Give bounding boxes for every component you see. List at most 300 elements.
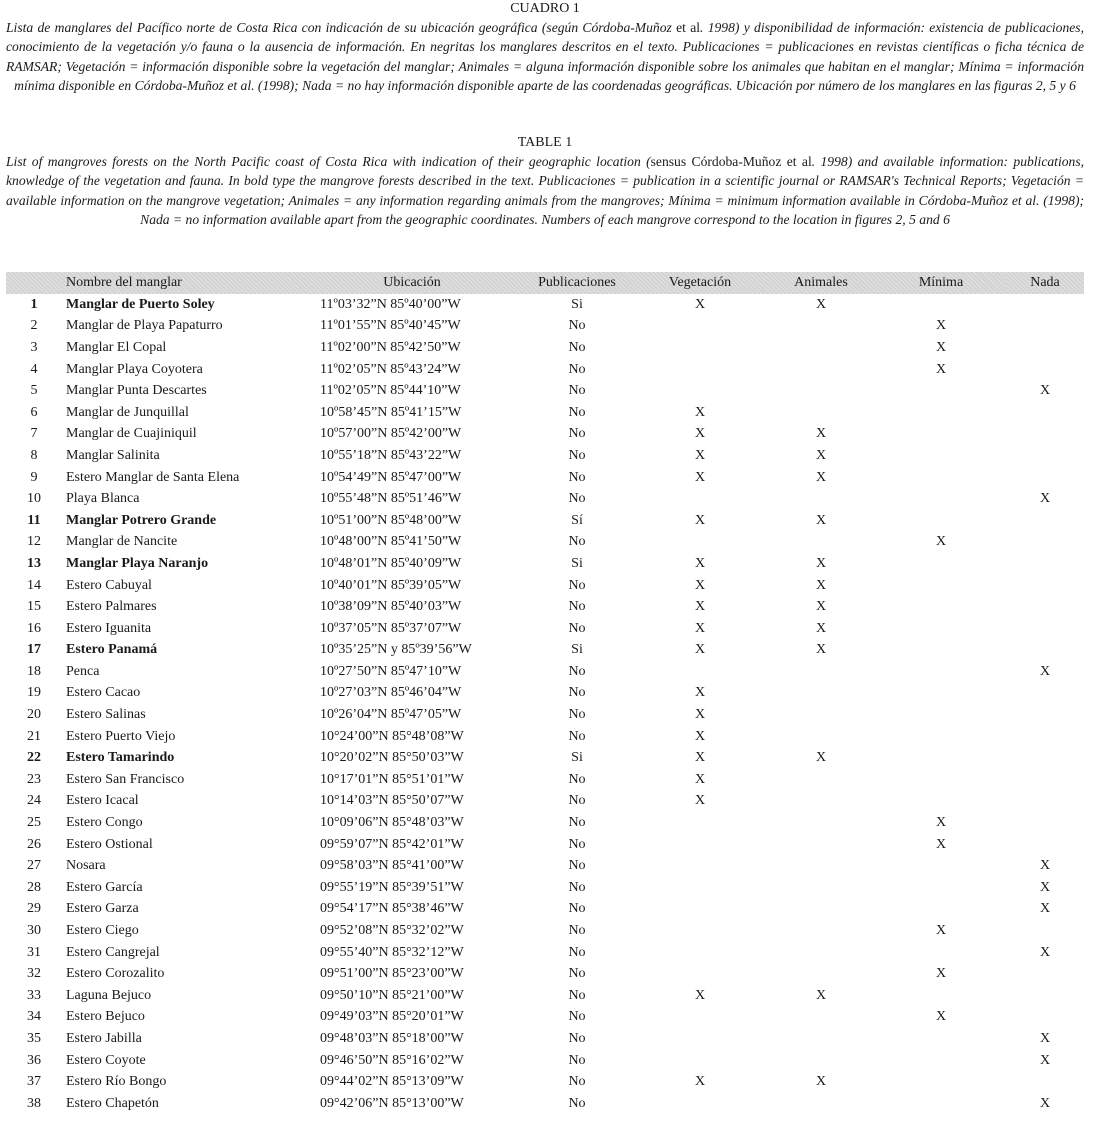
row-number: 21 <box>27 728 41 744</box>
row-nothing <box>1006 337 1084 359</box>
table-row <box>6 467 1084 489</box>
row-vegetation: X <box>694 642 706 658</box>
row-location <box>304 316 520 338</box>
row-animals <box>766 380 876 402</box>
row-animals <box>766 402 876 424</box>
row-minimum <box>876 424 1006 446</box>
row-nothing: X <box>1039 1030 1051 1046</box>
header-location: Ubicación <box>304 272 520 294</box>
row-location-text: 11º01’55”N 85º40’45”W <box>320 318 461 334</box>
row-location <box>304 985 520 1007</box>
row-name: Estero Salinas <box>66 707 146 723</box>
row-publications: No <box>568 879 586 895</box>
row-name: Nosara <box>66 858 106 874</box>
row-location <box>304 1071 520 1093</box>
header-publications: Publicaciones <box>520 272 634 294</box>
row-number: 7 <box>30 426 38 442</box>
row-animals: X <box>815 426 827 442</box>
row-location <box>304 575 520 597</box>
row-number: 26 <box>27 836 41 852</box>
row-minimum <box>876 855 1006 877</box>
row-location-text: 09°50’10”N 85°21’00”W <box>320 987 464 1003</box>
row-publications: No <box>568 987 586 1003</box>
row-minimum: X <box>935 836 947 852</box>
row-location-text: 09°51’00”N 85°23’00”W <box>320 966 464 982</box>
row-number: 10 <box>27 491 41 507</box>
row-publications: No <box>568 1095 586 1111</box>
row-animals <box>766 877 876 899</box>
row-number: 27 <box>27 858 41 874</box>
row-name: Estero Corozalito <box>66 966 165 982</box>
row-vegetation: X <box>694 469 706 485</box>
row-location-text: 11º02’00”N 85º42’50”W <box>320 339 461 355</box>
row-location-text: 09°49’03”N 85°20’01”W <box>320 1009 464 1025</box>
row-publications: No <box>568 966 586 982</box>
row-number: 6 <box>30 404 38 420</box>
row-location-text: 09°58’03”N 85°41’00”W <box>320 858 464 874</box>
row-nothing: X <box>1039 1095 1051 1111</box>
row-location <box>304 640 520 662</box>
row-publications: No <box>568 728 586 744</box>
row-name: Manglar de Nancite <box>66 534 178 550</box>
row-publications: No <box>568 663 586 679</box>
row-location <box>304 661 520 683</box>
table-row <box>6 640 1084 662</box>
row-location-text: 09°52’08”N 85°32’02”W <box>320 923 464 939</box>
row-publications: No <box>568 426 586 442</box>
row-vegetation <box>634 942 766 964</box>
row-minimum: X <box>935 361 947 377</box>
row-publications: Si <box>571 296 583 312</box>
row-location-text: 09°59’07”N 85°42’01”W <box>320 836 464 852</box>
row-location-text: 10º48’01”N 85º40’09”W <box>320 555 462 571</box>
row-animals: X <box>815 469 827 485</box>
row-location <box>304 488 520 510</box>
row-nothing <box>1006 683 1084 705</box>
row-name: Estero Panamá <box>66 642 158 658</box>
row-nothing <box>1006 769 1084 791</box>
row-name: Penca <box>66 663 100 679</box>
row-publications: No <box>568 620 586 636</box>
table-row <box>6 877 1084 899</box>
row-vegetation: X <box>694 707 706 723</box>
row-location <box>304 812 520 834</box>
row-location-text: 11º02’05”N 85º43’24”W <box>320 361 461 377</box>
row-publications: No <box>568 901 586 917</box>
row-minimum <box>876 445 1006 467</box>
row-number: 9 <box>30 469 38 485</box>
row-location-text: 09°46’50”N 85°16’02”W <box>320 1052 464 1068</box>
row-nothing <box>1006 359 1084 381</box>
row-location-text: 09°42’06”N 85°13’00”W <box>320 1095 464 1111</box>
table-row <box>6 316 1084 338</box>
table-row <box>6 337 1084 359</box>
row-vegetation <box>634 899 766 921</box>
row-vegetation <box>634 963 766 985</box>
row-vegetation <box>634 877 766 899</box>
row-animals <box>766 791 876 813</box>
row-nothing <box>1006 747 1084 769</box>
caption-spanish <box>6 0 1084 95</box>
row-nothing <box>1006 532 1084 554</box>
row-vegetation <box>634 1050 766 1072</box>
row-nothing <box>1006 812 1084 834</box>
row-number: 12 <box>27 534 41 550</box>
row-location-text: 09°54’17”N 85°38’46”W <box>320 901 464 917</box>
row-vegetation <box>634 920 766 942</box>
row-minimum <box>876 942 1006 964</box>
row-name: Laguna Bejuco <box>66 987 152 1003</box>
row-minimum <box>876 1050 1006 1072</box>
row-vegetation: X <box>694 1074 706 1090</box>
row-number: 13 <box>27 555 41 571</box>
table-row <box>6 855 1084 877</box>
row-location <box>304 1093 520 1115</box>
row-location-text: 10º27’03”N 85º46’04”W <box>320 685 462 701</box>
row-location-text: 09°55’19”N 85°39’51”W <box>320 879 464 895</box>
row-vegetation: X <box>694 577 706 593</box>
row-name: Estero Ciego <box>66 923 139 939</box>
row-publications: No <box>568 793 586 809</box>
row-publications: Sí <box>571 512 583 528</box>
row-name: Estero San Francisco <box>66 771 185 787</box>
row-nothing: X <box>1039 944 1051 960</box>
row-location-text: 10º37’05”N 85º37’07”W <box>320 620 462 636</box>
row-name: Estero Jabilla <box>66 1030 142 1046</box>
row-name: Estero Río Bongo <box>66 1074 167 1090</box>
row-location <box>304 359 520 381</box>
caption-english <box>6 134 1084 229</box>
row-nothing <box>1006 316 1084 338</box>
row-location <box>304 769 520 791</box>
row-vegetation <box>634 812 766 834</box>
row-vegetation: X <box>694 512 706 528</box>
row-minimum: X <box>935 966 947 982</box>
row-location <box>304 683 520 705</box>
row-animals <box>766 359 876 381</box>
row-name: Manglar de Cuajiniquil <box>66 426 197 442</box>
table-row <box>6 747 1084 769</box>
row-nothing: X <box>1039 879 1051 895</box>
row-minimum <box>876 294 1006 316</box>
row-publications: No <box>568 361 586 377</box>
row-publications: No <box>568 447 586 463</box>
row-vegetation: X <box>694 728 706 744</box>
row-name: Manglar Punta Descartes <box>66 383 207 399</box>
row-animals <box>766 1007 876 1029</box>
row-vegetation <box>634 661 766 683</box>
row-minimum <box>876 640 1006 662</box>
row-publications: No <box>568 599 586 615</box>
row-location <box>304 942 520 964</box>
row-number: 24 <box>27 793 41 809</box>
row-location-text: 11º02’05”N 85º44’10”W <box>320 383 461 399</box>
table-row <box>6 380 1084 402</box>
row-minimum <box>876 596 1006 618</box>
row-vegetation <box>634 359 766 381</box>
row-nothing <box>1006 467 1084 489</box>
row-number: 3 <box>30 339 38 355</box>
row-publications: No <box>568 534 586 550</box>
row-vegetation <box>634 380 766 402</box>
row-animals <box>766 661 876 683</box>
caption-text-en <box>6 152 1084 229</box>
table-row <box>6 704 1084 726</box>
row-animals <box>766 1050 876 1072</box>
header-nothing: Nada <box>1006 272 1084 294</box>
row-animals <box>766 920 876 942</box>
row-location-text: 10º57’00”N 85º42’00”W <box>320 426 462 442</box>
row-animals: X <box>815 987 827 1003</box>
row-publications: No <box>568 1052 586 1068</box>
row-nothing: X <box>1039 491 1051 507</box>
row-animals: X <box>815 642 827 658</box>
row-location <box>304 553 520 575</box>
row-number: 37 <box>27 1074 41 1090</box>
row-location <box>304 380 520 402</box>
row-number: 1 <box>30 296 38 312</box>
row-name: Estero Ostional <box>66 836 153 852</box>
row-animals <box>766 963 876 985</box>
table-row <box>6 899 1084 921</box>
caption-es-part2: . 1998) y disponibilidad de información: existencia de publicaciones, conocimiento de la vegetación y/o fauna o la ausencia de información. En negritas los manglares descritos en el texto. Publicaciones = publicaciones en revistas científicas o ficha técnica de RAMSAR; Vegetación = información disponible sobre la vegetación del manglar; Animales = alguna información disponible sobre los animales que habitan en el manglar; Mínima = información mínima disponible en Córdoba-Muñoz et al. (1998); Nada = no hay información disponible aparte de las coordenadas geográficas. Ubicación por número de los manglares en las figuras 2, 5 y 6 <box>6 20 1084 93</box>
row-name: Manglar Playa Coyotera <box>66 361 203 377</box>
row-number: 31 <box>27 944 41 960</box>
row-number: 23 <box>27 771 41 787</box>
row-location-text: 10°09’06”N 85°48’03”W <box>320 815 464 831</box>
row-vegetation <box>634 834 766 856</box>
row-number: 11 <box>27 512 41 528</box>
row-animals <box>766 1093 876 1115</box>
row-nothing <box>1006 640 1084 662</box>
row-animals <box>766 337 876 359</box>
row-nothing <box>1006 596 1084 618</box>
row-number: 5 <box>30 383 38 399</box>
row-location-text: 10º27’50”N 85º47’10”W <box>320 663 462 679</box>
caption-en-sensus: sensus Córdoba-Muñoz <box>650 154 782 169</box>
row-animals <box>766 899 876 921</box>
row-publications: No <box>568 685 586 701</box>
header-animals: Animales <box>766 272 876 294</box>
table-row <box>6 359 1084 381</box>
row-location-text: 11º03’32”N 85º40’00”W <box>320 296 461 312</box>
row-location <box>304 402 520 424</box>
row-nothing <box>1006 726 1084 748</box>
table-body <box>6 294 1084 1115</box>
row-nothing: X <box>1039 1052 1051 1068</box>
row-name: Estero Icacal <box>66 793 139 809</box>
row-name: Estero Cangrejal <box>66 944 160 960</box>
row-location-text: 09°44’02”N 85°13’09”W <box>320 1074 464 1090</box>
row-location-text: 10°20’02”N 85°50’03”W <box>320 750 464 766</box>
row-publications: No <box>568 318 586 334</box>
row-vegetation <box>634 337 766 359</box>
row-location <box>304 618 520 640</box>
row-minimum <box>876 791 1006 813</box>
row-minimum <box>876 683 1006 705</box>
row-name: Manglar de Playa Papaturro <box>66 318 223 334</box>
row-nothing <box>1006 791 1084 813</box>
row-location <box>304 747 520 769</box>
row-vegetation: X <box>694 620 706 636</box>
row-location-text: 10º26’04”N 85º47’05”W <box>320 707 462 723</box>
row-nothing <box>1006 510 1084 532</box>
row-number: 32 <box>27 966 41 982</box>
row-location <box>304 337 520 359</box>
row-location-text: 10º38’09”N 85º40’03”W <box>320 599 462 615</box>
row-location <box>304 726 520 748</box>
row-publications: No <box>568 1009 586 1025</box>
row-location-text: 10°14’03”N 85°50’07”W <box>320 793 464 809</box>
row-publications: No <box>568 707 586 723</box>
row-minimum <box>876 467 1006 489</box>
row-nothing <box>1006 985 1084 1007</box>
table-row <box>6 812 1084 834</box>
row-location-text: 10º58’45”N 85º41’15”W <box>320 404 462 420</box>
row-minimum <box>876 747 1006 769</box>
row-minimum <box>876 380 1006 402</box>
table-row <box>6 1007 1084 1029</box>
row-minimum: X <box>935 318 947 334</box>
row-name: Estero Garza <box>66 901 139 917</box>
row-publications: Si <box>571 555 583 571</box>
table-row <box>6 510 1084 532</box>
table-row <box>6 445 1084 467</box>
row-publications: No <box>568 815 586 831</box>
table-row <box>6 1071 1084 1093</box>
row-location <box>304 963 520 985</box>
row-vegetation: X <box>694 685 706 701</box>
row-number: 16 <box>27 620 41 636</box>
table-row <box>6 424 1084 446</box>
row-minimum <box>876 704 1006 726</box>
row-number: 38 <box>27 1095 41 1111</box>
row-number: 14 <box>27 577 41 593</box>
row-location <box>304 877 520 899</box>
row-number: 36 <box>27 1052 41 1068</box>
header-number <box>6 272 62 294</box>
table-row <box>6 963 1084 985</box>
row-minimum <box>876 488 1006 510</box>
caption-es-etal: et al <box>676 20 701 35</box>
row-minimum: X <box>935 534 947 550</box>
table-row <box>6 769 1084 791</box>
row-animals <box>766 834 876 856</box>
table-row <box>6 596 1084 618</box>
row-vegetation <box>634 488 766 510</box>
row-name: Manglar Playa Naranjo <box>66 555 209 571</box>
row-nothing <box>1006 704 1084 726</box>
row-minimum <box>876 402 1006 424</box>
row-location <box>304 532 520 554</box>
row-number: 35 <box>27 1030 41 1046</box>
row-minimum <box>876 1093 1006 1115</box>
row-nothing <box>1006 402 1084 424</box>
row-publications: No <box>568 383 586 399</box>
row-number: 22 <box>27 750 41 766</box>
row-nothing <box>1006 963 1084 985</box>
caption-en-etal: et al <box>781 154 812 169</box>
row-animals <box>766 532 876 554</box>
row-nothing: X <box>1039 663 1051 679</box>
row-nothing <box>1006 1007 1084 1029</box>
row-number: 25 <box>27 815 41 831</box>
table-row <box>6 402 1084 424</box>
row-location <box>304 424 520 446</box>
table-row <box>6 575 1084 597</box>
row-animals <box>766 942 876 964</box>
table-row <box>6 294 1084 316</box>
row-vegetation: X <box>694 296 706 312</box>
row-publications: No <box>568 491 586 507</box>
row-minimum <box>876 726 1006 748</box>
table-row <box>6 553 1084 575</box>
table-row <box>6 1093 1084 1115</box>
row-name: Estero Coyote <box>66 1052 146 1068</box>
row-name: Estero Congo <box>66 815 143 831</box>
row-location <box>304 294 520 316</box>
row-animals: X <box>815 599 827 615</box>
caption-en-part2: . 1998) and available information: publications, knowledge of the vegetation and fauna. In bold type the mangrove forests described in the text. Publicaciones = publication in a scientific journal or RAMSAR's Technical Reports; Vegetación = available information on the mangrove vegetation; Animales = any information regarding animals from the mangroves; Mínima = minimum information available in Córdoba-Muñoz et al. (1998); Nada = no information available apart from the geographic coordinates. Numbers of each mangrove correspond to the location in figures 2, 5 and 6 <box>6 154 1085 227</box>
row-nothing <box>1006 424 1084 446</box>
row-minimum: X <box>935 1009 947 1025</box>
row-publications: No <box>568 469 586 485</box>
row-publications: No <box>568 923 586 939</box>
row-vegetation <box>634 855 766 877</box>
row-nothing: X <box>1039 901 1051 917</box>
table-row <box>6 942 1084 964</box>
row-publications: No <box>568 944 586 960</box>
row-location-text: 10º55’18”N 85º43’22”W <box>320 447 462 463</box>
row-vegetation <box>634 1007 766 1029</box>
row-minimum: X <box>935 339 947 355</box>
row-animals: X <box>815 447 827 463</box>
row-number: 2 <box>30 318 38 334</box>
row-location-text: 09°48’03”N 85°18’00”W <box>320 1030 464 1046</box>
row-animals <box>766 812 876 834</box>
table-row <box>6 532 1084 554</box>
row-location-text: 10°24’00”N 85°48’08”W <box>320 728 464 744</box>
row-publications: Si <box>571 642 583 658</box>
row-name: Manglar Salinita <box>66 447 160 463</box>
row-animals: X <box>815 512 827 528</box>
row-nothing <box>1006 618 1084 640</box>
header-minimum: Mínima <box>876 272 1006 294</box>
row-vegetation <box>634 532 766 554</box>
row-location-text: 10º51’00”N 85º48’00”W <box>320 512 462 528</box>
caption-es-part1: Lista de manglares del Pacífico norte de Costa Rica con indicación de su ubicación geográfica (según Córdoba-Muñoz <box>6 20 677 35</box>
table-row <box>6 488 1084 510</box>
row-publications: No <box>568 339 586 355</box>
row-name: Estero Iguanita <box>66 620 152 636</box>
table-row <box>6 726 1084 748</box>
row-vegetation: X <box>694 555 706 571</box>
caption-title-es: CUADRO 1 <box>510 1 580 16</box>
row-name: Estero Cabuyal <box>66 577 152 593</box>
row-animals <box>766 769 876 791</box>
row-publications: No <box>568 836 586 852</box>
row-minimum <box>876 661 1006 683</box>
row-vegetation: X <box>694 426 706 442</box>
row-location <box>304 510 520 532</box>
row-vegetation: X <box>694 987 706 1003</box>
table-row <box>6 1028 1084 1050</box>
row-number: 20 <box>27 707 41 723</box>
row-location <box>304 791 520 813</box>
row-minimum <box>876 575 1006 597</box>
row-animals <box>766 704 876 726</box>
row-location <box>304 1028 520 1050</box>
